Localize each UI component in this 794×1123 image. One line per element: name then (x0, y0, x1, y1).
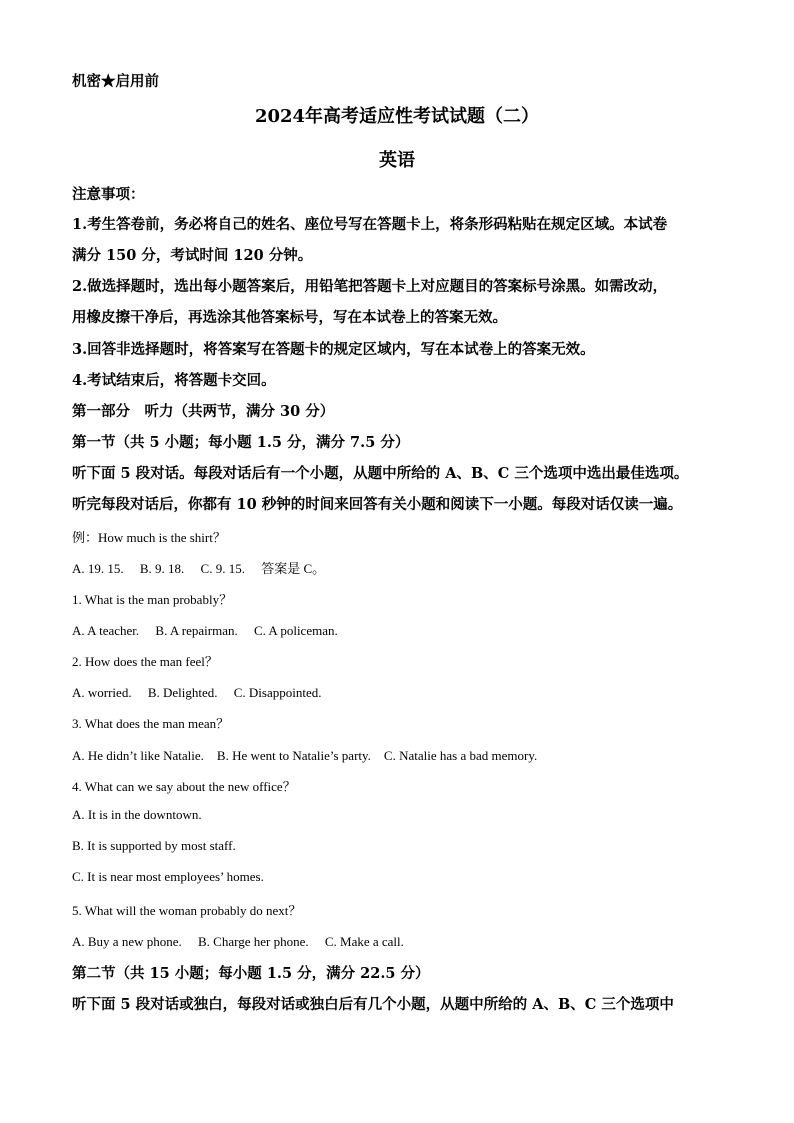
question-1-options: A. A teacher. B. A repairman. C. A policeman. (72, 623, 338, 638)
section-1-heading: 第一节（共 5 小题；每小题 1.5 分，满分 7.5 分） (72, 434, 410, 451)
question-2: 2. How does the man feel？ (72, 654, 218, 669)
note-item-3: 3.回答非选择题时，将答案写在答题卡的规定区域内，写在本试卷上的答案无效。 (72, 341, 595, 358)
question-4-option-b: B. It is supported by most staff. (72, 838, 236, 853)
section-2-heading: 第二节（共 15 小题；每小题 1.5 分，满分 22.5 分） (72, 965, 430, 982)
section-1-instructions-line-1: 听下面 5 段对话。每段对话后有一个小题，从题中所给的 A、B、C 三个选项中选出最佳选项。 (72, 465, 689, 482)
question-3-options: A. He didn’t like Natalie. B. He went to Natalie’s party. C. Natalie has a bad memory. (72, 748, 538, 763)
question-4: 4. What can we say about the new office？ (72, 779, 296, 794)
note-item-1-line-1: 1.考生答卷前，务必将自己的姓名、座位号写在答题卡上，将条形码粘贴在规定区域。本试卷 (72, 216, 668, 233)
subject-title: 英语 (379, 150, 415, 171)
example-question: 例：How much is the shirt？ (72, 530, 226, 545)
question-5-options: A. Buy a new phone. B. Charge her phone. C. Make a call. (72, 934, 404, 949)
section-2-instructions: 听下面 5 段对话或独白，每段对话或独白后有几个小题，从题中所给的 A、B、C 三个选项中 (72, 996, 674, 1013)
notes-heading: 注意事项： (72, 186, 145, 203)
note-item-2-line-2: 用橡皮擦干净后，再选涂其他答案标号，写在本试卷上的答案无效。 (72, 309, 507, 326)
section-1-instructions-line-2: 听完每段对话后，你都有 10 秒钟的时间来回答有关小题和阅读下一小题。每段对话仅读一遍。 (72, 496, 683, 513)
note-item-4: 4.考试结束后，将答题卡交回。 (72, 372, 276, 389)
question-1: 1. What is the man probably？ (72, 592, 233, 607)
note-item-1-line-2: 满分 150 分，考试时间 120 分钟。 (72, 247, 313, 264)
note-item-2-line-1: 2.做选择题时，选出每小题答案后，用铅笔把答题卡上对应题目的答案标号涂黑。如需改动， (72, 278, 668, 295)
confidential-label: 机密★启用前 (72, 73, 159, 90)
exam-title: 2024年高考适应性考试试题（二） (254, 106, 540, 127)
question-4-option-c: C. It is near most employees’ homes. (72, 869, 264, 884)
question-2-options: A. worried. B. Delighted. C. Disappointed. (72, 685, 322, 700)
example-options: A. 19. 15. B. 9. 18. C. 9. 15. 答案是 C。 (72, 561, 326, 576)
question-4-option-a: A. It is in the downtown. (72, 807, 202, 822)
part-1-heading: 第一部分 听力（共两节，满分 30 分） (72, 403, 335, 420)
question-3: 3. What does the man mean？ (72, 716, 230, 731)
question-5: 5. What will the woman probably do next？ (72, 903, 302, 918)
